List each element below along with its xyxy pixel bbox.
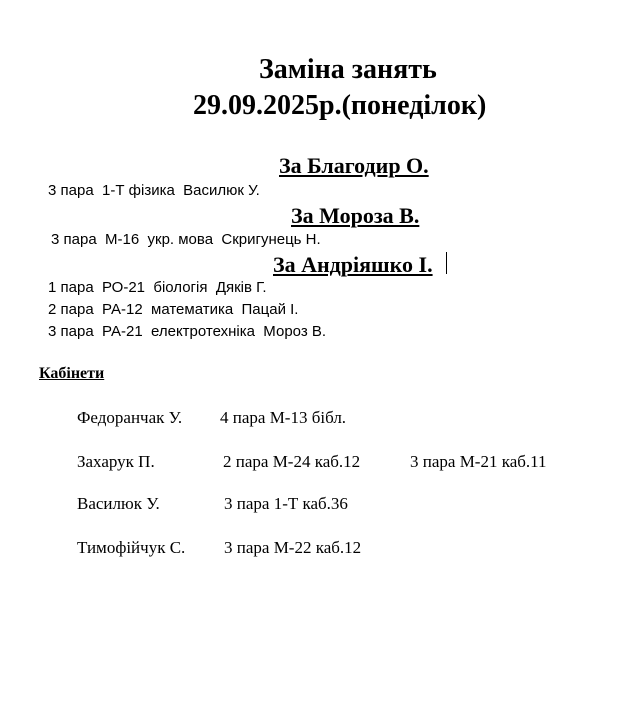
cabinet-entry: 3 пара М-21 каб.11 — [410, 452, 547, 471]
cabinet-teacher: Федоранчак У. — [77, 408, 183, 427]
substitution-row: 1 пара РО-21 біологія Дяків Г. — [48, 279, 267, 296]
section-heading-blahodyr: За Благодир О. — [279, 153, 429, 178]
page-date: 29.09.2025р.(понеділок) — [193, 90, 487, 121]
section-heading-andriiashko: За Андріяшко І. — [273, 252, 433, 277]
substitution-row: 3 пара 1-Т фізика Василюк У. — [48, 182, 260, 199]
cabinet-entry: 4 пара М-13 бібл. — [220, 408, 347, 427]
substitution-row: 3 пара РА-21 електротехніка Мороз В. — [48, 323, 327, 340]
substitution-row: 3 пара М-16 укр. мова Скригунець Н. — [51, 231, 321, 248]
cabinets-heading: Кабінети — [39, 365, 105, 382]
cabinet-entry: 3 пара 1-Т каб.36 — [224, 494, 348, 513]
cabinet-teacher: Василюк У. — [77, 494, 160, 513]
text-cursor — [446, 252, 447, 274]
section-heading-moroz: За Мороза В. — [291, 203, 420, 228]
cabinet-entry: 2 пара М-24 каб.12 — [223, 452, 361, 471]
substitution-row: 2 пара РА-12 математика Пацай І. — [48, 301, 299, 318]
cabinet-entry: 3 пара М-22 каб.12 — [224, 538, 362, 557]
cabinet-teacher: Тимофійчук С. — [77, 538, 186, 557]
page-title: Заміна занять — [259, 54, 437, 85]
cabinet-teacher: Захарук П. — [77, 452, 155, 471]
